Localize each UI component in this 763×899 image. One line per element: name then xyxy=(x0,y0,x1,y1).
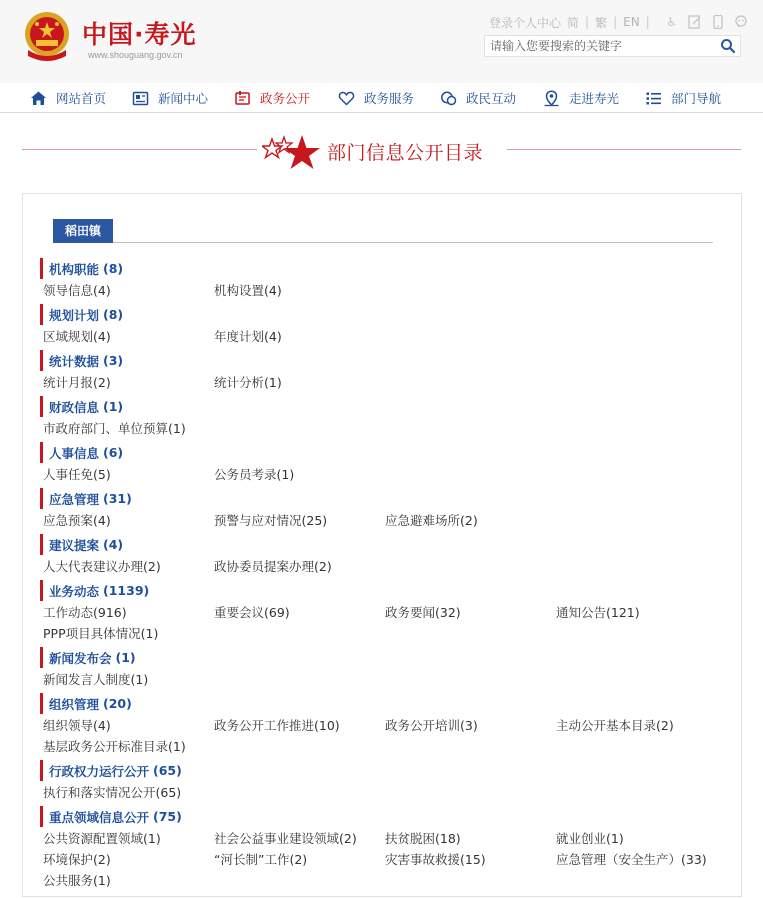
category-name: 规划计划 xyxy=(49,307,100,323)
home-icon xyxy=(30,90,47,107)
category-name: 机构职能 xyxy=(49,261,100,277)
category-item-link[interactable]: 组织领导(4) xyxy=(43,718,111,733)
category-item-link[interactable]: 区域规划(4) xyxy=(43,329,111,344)
category-list xyxy=(40,258,730,894)
category-name: 财政信息 xyxy=(49,399,100,415)
category-name: 应急管理 xyxy=(49,491,100,507)
category-items xyxy=(40,510,730,531)
accessibility-icon[interactable]: ♿ xyxy=(666,15,678,29)
divider: | xyxy=(613,15,618,29)
category-item-link[interactable]: 统计月报(2) xyxy=(43,375,111,390)
category-name: 行政权力运行公开 xyxy=(49,763,150,779)
edit-icon[interactable] xyxy=(688,15,702,29)
category-items xyxy=(40,828,730,891)
category-item-link[interactable]: 执行和落实情况公开(65) xyxy=(43,785,182,800)
category-header[interactable] xyxy=(40,760,730,781)
nav-item-news[interactable] xyxy=(132,83,208,113)
category-item-link[interactable]: 应急预案(4) xyxy=(43,513,111,528)
category-item-link[interactable]: 社会公益事业建设领域(2) xyxy=(214,831,357,846)
nav-item-about-city[interactable] xyxy=(543,83,619,113)
category-item-link[interactable]: 领导信息(4) xyxy=(43,283,111,298)
nav-item-gov-affairs[interactable] xyxy=(234,83,310,113)
category-item-link[interactable]: 应急管理（安全生产）(33) xyxy=(556,852,707,867)
category-items xyxy=(40,782,730,803)
search-icon[interactable] xyxy=(720,38,736,54)
category-count: (8) xyxy=(103,307,124,322)
category-count: (31) xyxy=(103,491,132,506)
category-item-link[interactable]: 人事任免(5) xyxy=(43,467,111,482)
category-name: 统计数据 xyxy=(49,353,100,369)
nav-item-departments[interactable] xyxy=(645,83,721,113)
site-header xyxy=(0,0,763,83)
category-count: (1) xyxy=(115,650,136,665)
category-item-link[interactable]: 环境保护(2) xyxy=(43,852,111,867)
category-header[interactable] xyxy=(40,396,730,417)
category-header[interactable] xyxy=(40,534,730,555)
category-item-link[interactable]: 公务员考录(1) xyxy=(214,467,295,482)
category-items xyxy=(40,602,730,644)
category-items xyxy=(40,326,730,347)
traditional-chinese-link[interactable]: 繁 xyxy=(595,15,608,30)
main-nav xyxy=(0,83,763,113)
newspaper-icon xyxy=(132,90,149,107)
category-item-link[interactable]: 统计分析(1) xyxy=(214,375,282,390)
national-emblem-icon[interactable] xyxy=(22,10,72,62)
category-header[interactable] xyxy=(40,693,730,714)
category-item-link[interactable]: 公共服务(1) xyxy=(43,873,111,888)
category-header[interactable] xyxy=(40,647,730,668)
page-title: 部门信息公开目录 xyxy=(327,142,484,164)
category-item-link[interactable]: 公共资源配置领域(1) xyxy=(43,831,161,846)
category-header[interactable] xyxy=(40,580,730,601)
catalog-panel xyxy=(22,193,742,897)
category-item-link[interactable]: 主动公开基本目录(2) xyxy=(556,718,674,733)
category-item-link[interactable]: 市政府部门、单位预算(1) xyxy=(43,421,186,436)
nav-label: 走进寿光 xyxy=(569,91,620,106)
category-item-link[interactable]: 预警与应对情况(25) xyxy=(214,513,328,528)
category-item-link[interactable]: 人大代表建议办理(2) xyxy=(43,559,161,574)
nav-label: 政务服务 xyxy=(364,91,415,106)
nav-item-gov-services[interactable] xyxy=(338,83,414,113)
category-item-link[interactable]: 政协委员提案办理(2) xyxy=(214,559,332,574)
site-logo-url: www.shouguang.gov.cn xyxy=(88,50,183,60)
tab-bar xyxy=(53,218,713,243)
nav-label: 政民互动 xyxy=(466,91,517,106)
category-header[interactable] xyxy=(40,304,730,325)
category-header[interactable] xyxy=(40,488,730,509)
mobile-icon[interactable] xyxy=(711,15,725,29)
map-pin-icon xyxy=(543,90,560,107)
category-items xyxy=(40,372,730,393)
search-input[interactable] xyxy=(485,36,715,56)
category-item-link[interactable]: PPP项目具体情况(1) xyxy=(43,626,159,641)
category-header[interactable] xyxy=(40,350,730,371)
category-item-link[interactable]: 年度计划(4) xyxy=(214,329,282,344)
category-count: (75) xyxy=(153,809,182,824)
category-item-link[interactable]: “河长制”工作(2) xyxy=(214,852,308,867)
nav-item-interaction[interactable] xyxy=(440,83,516,113)
category-name: 组织管理 xyxy=(49,696,100,712)
category-items xyxy=(40,715,730,757)
tab-department[interactable]: 稻田镇 xyxy=(53,219,113,243)
divider: | xyxy=(645,15,650,29)
category-item-link[interactable]: 扶贫脱困(18) xyxy=(385,831,461,846)
nav-label: 网站首页 xyxy=(56,91,107,106)
utility-bar xyxy=(489,13,748,31)
category-count: (20) xyxy=(103,696,132,711)
heart-icon xyxy=(338,90,355,107)
category-name: 建议提案 xyxy=(49,537,100,553)
category-item-link[interactable]: 政务公开培训(3) xyxy=(385,718,478,733)
category-item-link[interactable]: 工作动态(916) xyxy=(43,605,127,620)
category-name: 业务动态 xyxy=(49,583,100,599)
category-item-link[interactable]: 灾害事故救援(15) xyxy=(385,852,486,867)
category-item-link[interactable]: 新闻发言人制度(1) xyxy=(43,672,149,687)
category-count: (1139) xyxy=(103,583,150,598)
category-item-link[interactable]: 应急避难场所(2) xyxy=(385,513,478,528)
category-header[interactable] xyxy=(40,442,730,463)
category-name: 人事信息 xyxy=(49,445,100,461)
category-item-link[interactable]: 重要会议(69) xyxy=(214,605,290,620)
category-count: (6) xyxy=(103,445,124,460)
site-logo-title[interactable]: 中国·寿光 xyxy=(82,20,197,49)
nav-label: 部门导航 xyxy=(671,91,722,106)
nav-label: 政务公开 xyxy=(260,91,311,106)
category-items xyxy=(40,418,730,439)
category-item-link[interactable]: 就业创业(1) xyxy=(556,831,624,846)
category-count: (3) xyxy=(103,353,124,368)
category-count: (8) xyxy=(103,261,124,276)
category-item-link[interactable]: 政务公开工作推进(10) xyxy=(214,718,340,733)
category-header[interactable] xyxy=(40,258,730,279)
wechat-icon[interactable] xyxy=(734,15,748,29)
category-count: (1) xyxy=(103,399,124,414)
category-item-link[interactable]: 机构设置(4) xyxy=(214,283,282,298)
personal-center-link[interactable]: 个人中心 xyxy=(513,15,562,30)
login-link[interactable]: 登录 xyxy=(489,15,514,30)
category-item-link[interactable]: 政务要闻(32) xyxy=(385,605,461,620)
category-name: 重点领域信息公开 xyxy=(49,809,150,825)
category-items xyxy=(40,464,730,485)
category-items xyxy=(40,556,730,577)
chat-icon xyxy=(440,90,457,107)
category-count: (65) xyxy=(153,763,182,778)
list-icon xyxy=(645,90,662,107)
nav-item-home[interactable] xyxy=(30,83,106,113)
category-items xyxy=(40,280,730,301)
title-divider-right xyxy=(507,149,741,150)
category-header[interactable] xyxy=(40,806,730,827)
title-divider-left xyxy=(22,149,257,150)
category-items xyxy=(40,669,730,690)
category-name: 新闻发布会 xyxy=(49,650,112,666)
stars-icon xyxy=(262,131,324,171)
category-item-link[interactable]: 通知公告(121) xyxy=(556,605,640,620)
document-icon xyxy=(234,90,251,107)
nav-label: 新闻中心 xyxy=(158,91,209,106)
search-box xyxy=(484,35,741,57)
category-item-link[interactable]: 基层政务公开标准目录(1) xyxy=(43,739,186,754)
category-count: (4) xyxy=(103,537,124,552)
english-link[interactable]: EN xyxy=(623,15,640,29)
divider: | xyxy=(585,15,590,29)
simplified-chinese-link[interactable]: 简 xyxy=(567,15,580,30)
